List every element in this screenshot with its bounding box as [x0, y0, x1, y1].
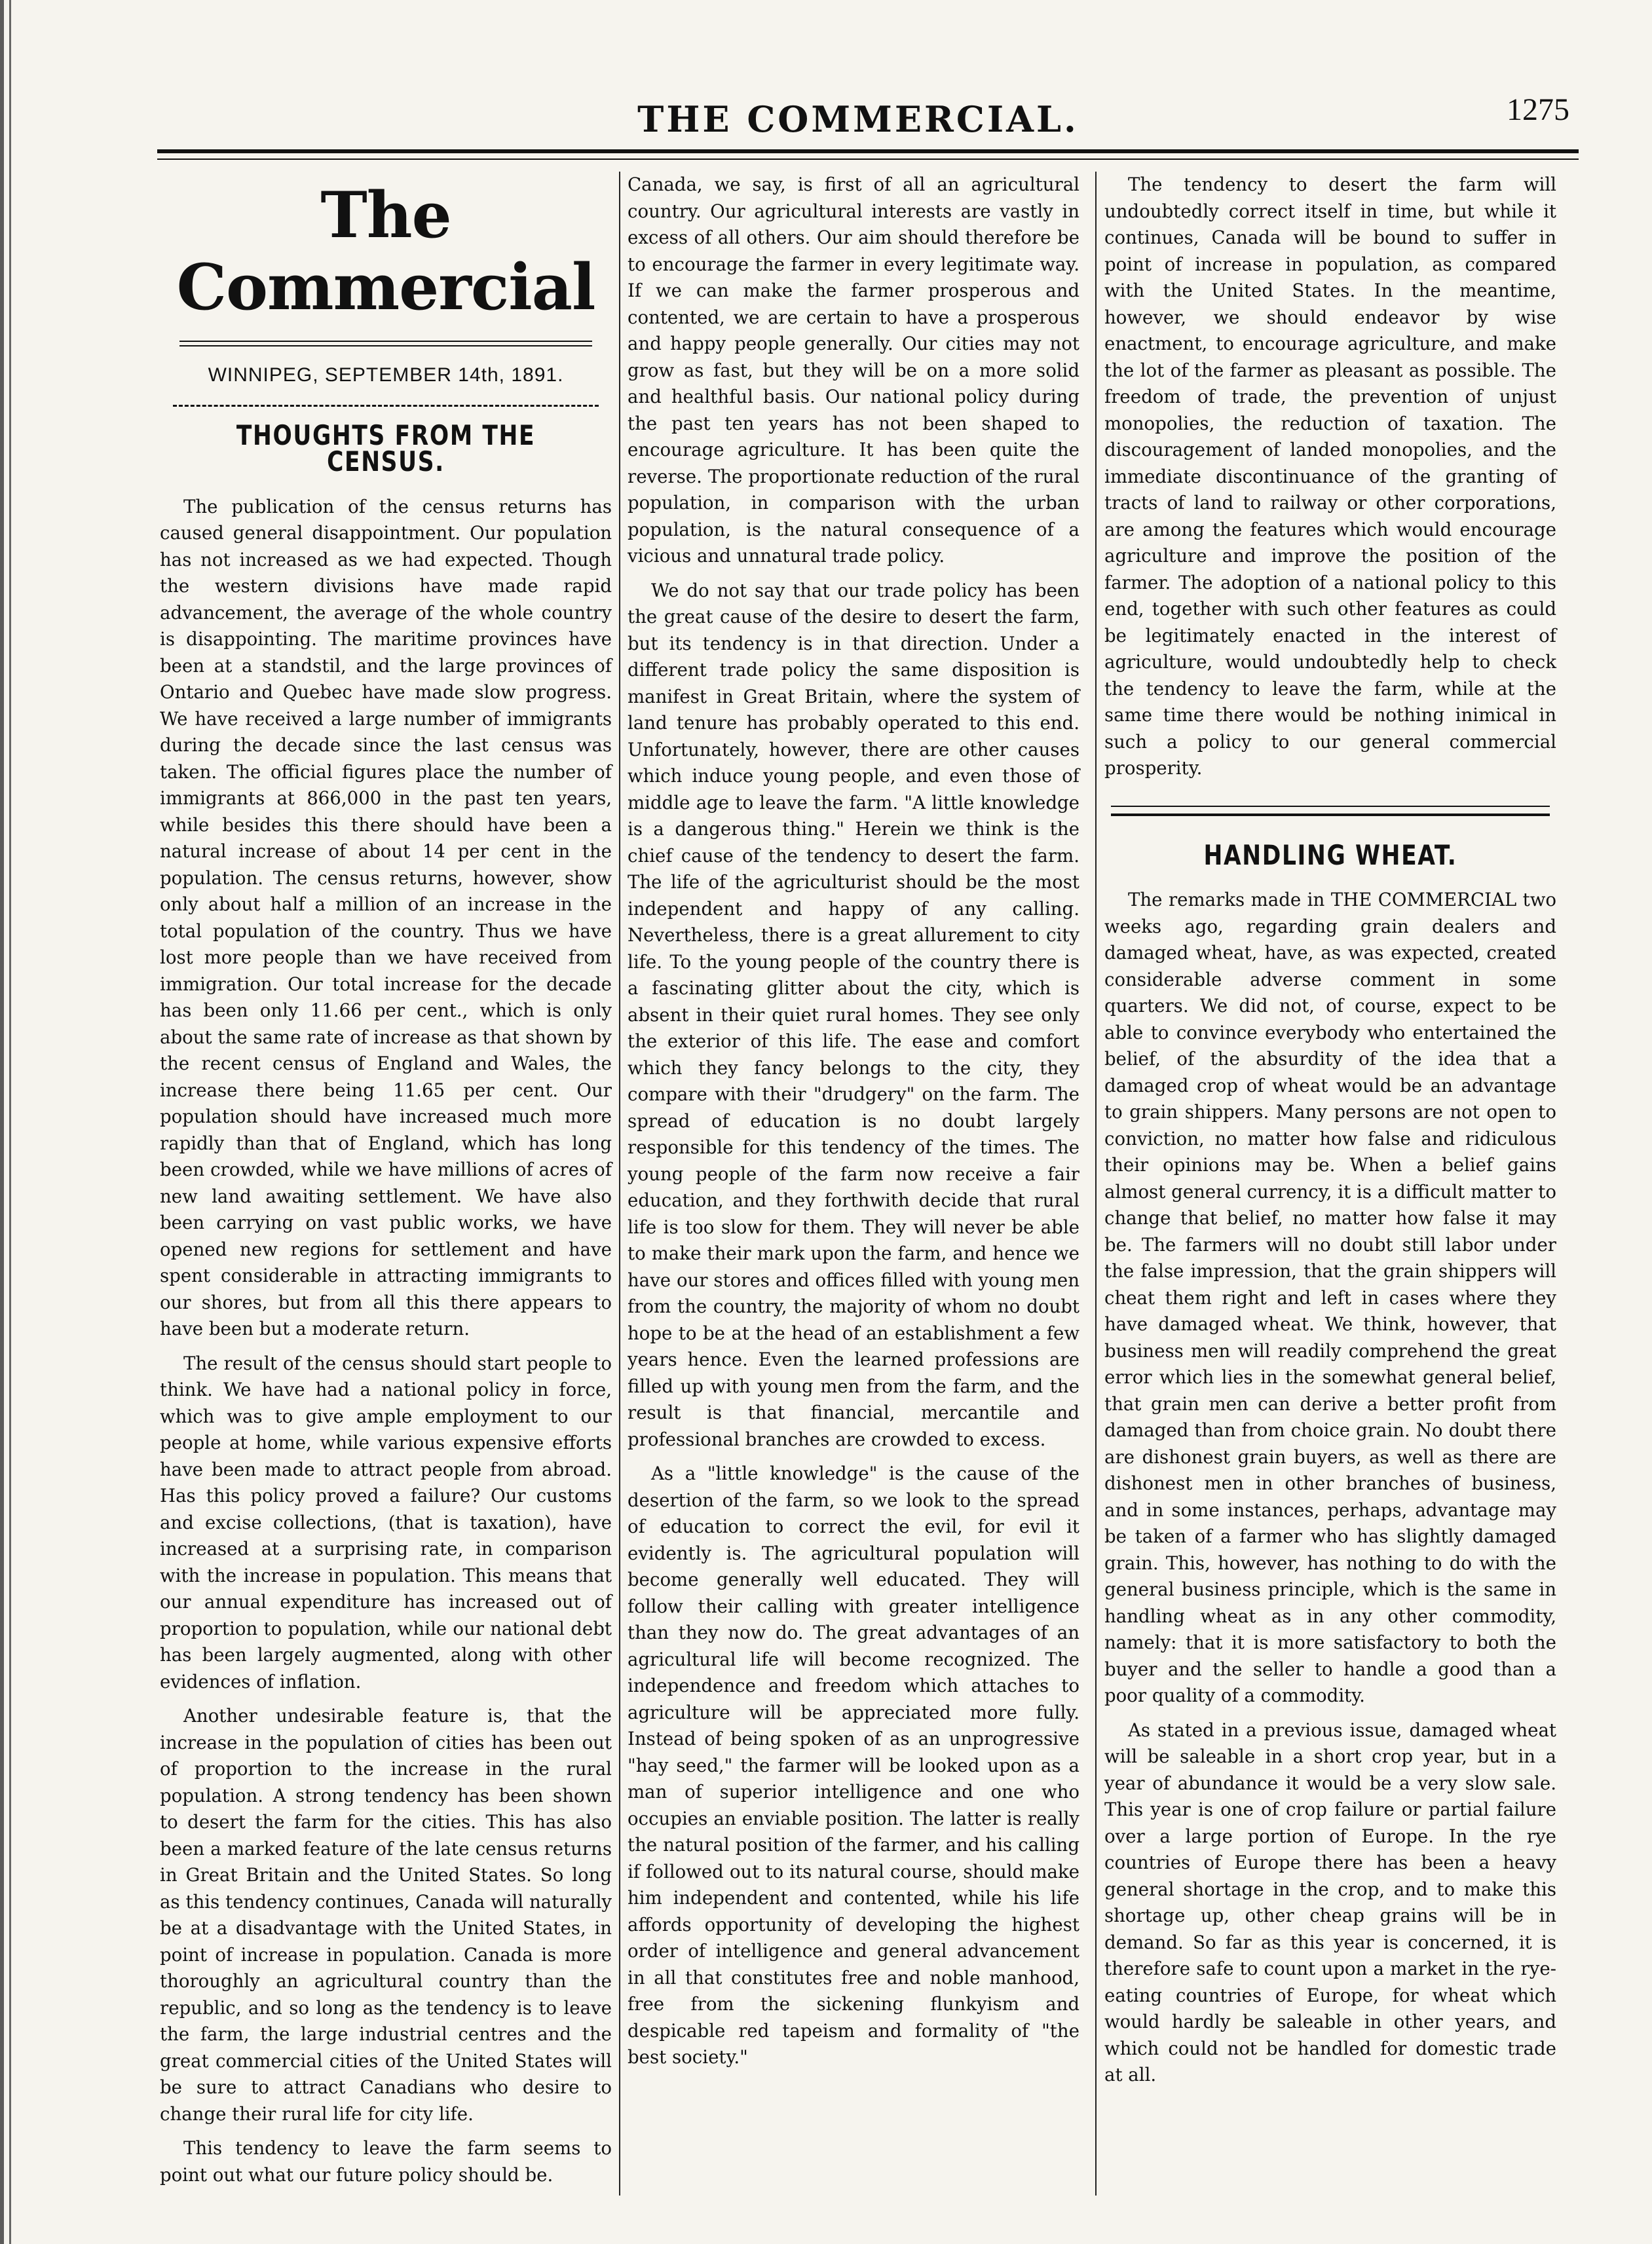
column-3 — [1104, 172, 1556, 2097]
page-number: 1275 — [1507, 92, 1569, 127]
article-paragraph: The remarks made in THE COMMERCIAL two weeks ago, regarding grain dealers and damaged wheat, have, as was expected, created considerable adverse comment in some quarters. We did not, of course, expect to be able to convince everybody who entertained the belief, of the absurdity of the idea that a damaged crop of wheat would be an advantage to grain shippers. Many persons are not open to conviction, no matter how false and ridiculous their opinions may be. When a belief gains almost general currency, it is a difficult matter to change that belief, no matter how false it may be. The farmers will no doubt still labor under the false impression, that the grain shippers will cheat them right and left in cases where they have damaged wheat. We think, however, that business men will readily comprehend the great error which lies in the somewhat general belief, that grain men can derive a better profit from damaged than from choice grain. No doubt there are dishonest grain buyers, as well as there are dishonest men in other branches of business, and in some instances, perhaps, advantage may be taken of a farmer who has slightly damaged grain. This, however, has nothing to do with the general business principle, which is the same in handling wheat as in any other commodity, namely: that it is more satisfactory to both the buyer and the seller to handle a good than a poor quality of a commodity. — [1104, 889, 1556, 1706]
column-divider-1 — [619, 172, 620, 2196]
dateline: WINNIPEG, SEPTEMBER 14th, 1891. — [208, 364, 564, 386]
article-headline-census: THOUGHTS FROM THE CENSUS. — [236, 419, 536, 477]
article-paragraph: As a "little knowledge" is the cause of the desertion of the farm, so we look to the spread of education to correct the evil, for evil it evidently is. The agricultural population will become generally well educated. They will follow their calling with greater intelligence than they now do. The great advantages of an agricultural life will become recognized. The independence and freedom which attaches to agriculture will be appreciated more fully. Instead of being spoken of as an unprogressive "hay seed," the farmer will be looked upon as a man of superior intelligence and one who occupies an enviable position. The latter is really the natural position of the farmer, and his calling if followed out to its natural course, should make him independent and contented, while his life affords opportunity of developing the highest order of intelligence and general advancement in all that constitutes free and noble manhood, free from the sickening flunkyism and despicable red tapeism and formality of "the best society." — [628, 1463, 1079, 2068]
binding-edge — [0, 0, 26, 2244]
article-paragraph: As stated in a previous issue, damaged wheat will be saleable in a short crop year, but in a year of abundance it would be a very slow sale. This year is one of crop failure or partial failure over a large portion of Europe. In the rye countries of Europe there has been a heavy general shortage in the crop, and to make this shortage up, other cheap grains will be in demand. So far as this year is concerned, it is therefore safe to count upon a market in the rye-eating countries of Europe, for wheat which would hardly be saleable in other years, and which could not be handled for domestic trade at all. — [1104, 1719, 1556, 2085]
masthead-rule — [179, 341, 592, 346]
masthead-title: The Commercial — [176, 178, 595, 324]
section-rule — [1111, 806, 1550, 816]
header-rule-thick — [157, 149, 1579, 153]
article-paragraph: We do not say that our trade policy has been the great cause of the desire to desert the farm, but its tendency is in that direction. Under a different trade policy the same disposition is manifest in Great Britain, where the system of land tenure has probably operated to this end. Unfortunately, however, there are other causes which induce young people, and even those of middle age to leave the farm. "A little knowledge is a dangerous thing." Herein we think is the chief cause of the tendency to desert the farm. The life of the agriculturist should be the most independent and happy of any calling. Nevertheless, there is a great allurement to city life. To the young people of the country there is a fascinating glitter about the city, which is absent in their quiet rural homes. They see only the exterior of this life. The ease and comfort which they fancy belongs to the city, they compare with their "drudgery" on the farm. The spread of education is no doubt largely responsible for this tendency of the times. The young people of the farm now receive a fair education, and they forthwith decide that rural life is too slow for them. They will never be able to make their mark upon the farm, and hence we have our stores and offices filled with young men from the country, the majority of whom no doubt hope to be at the head of an establishment a few years hence. Even the learned professions are filled up with young men from the farm, and the result is that financial, mercantile and professional branches are crowded to excess. — [628, 579, 1079, 1450]
article-paragraph: Another undesirable feature is, that the increase in the population of cities has been out of proportion to the increase in the rural population. A strong tendency has been shown to desert the farm for the cities. This has also been a marked feature of the late census returns in Great Britain and the United States. So long as this tendency continues, Canada will naturally be at a disadvantage with the United States, in point of increase in population. Canada is more thoroughly an agricultural country than the republic, and so long as the tendency is to leave the farm, the large industrial centres and the great commercial cities of the United States will be sure to attract Canadians who desire to change their rural life for city life. — [160, 1705, 612, 2125]
header-rule-thin — [157, 159, 1579, 160]
article-paragraph: This tendency to leave the farm seems to point out what our future policy should be. — [160, 2137, 612, 2186]
article-paragraph: The publication of the census returns has caused general disappointment. Our population has not increased as we had expected. Though the western divisions have made rapid advancement, the average of the whole country is disappointing. The maritime provinces have been at a standstil, and the large provinces of Ontario and Quebec have made slow progress. We have received a large number of immigrants during the decade since the last census was taken. The official figures place the number of immigrants at 866,000 in the past ten years, while besides this there should have been a natural increase of about 14 per cent in the population. The census returns, however, show only about half a million of an increase in the total population of the country. Thus we have lost more people than we have received from immigration. Our total increase for the decade has been only 11.66 per cent., which is only about the same rate of increase as that shown by the recent census of England and Wales, the increase there being 11.65 per cent. Our population should have increased much more rapidly than that of England, which has long been crowded, while we have millions of acres of new land awaiting settlement. We have also been carrying on vast public works, we have opened new regions for settlement and have spent considerable in attracting immigrants to our shores, but from all this there appears to have been but a moderate return. — [160, 495, 612, 1339]
article-paragraph: The result of the census should start people to think. We have had a national policy in force, which was to give ample employment to our people at home, while various expensive efforts have been made to attract people from abroad. Has this policy proved a failure? Our customs and excise collections, (that is taxation), have increased at a surprising rate, in comparison with the increase in population. This means that our annual expenditure has increased out of proportion to population, while our national debt has been largely augmented, along with other evidences of inflation. — [160, 1352, 612, 1692]
column-divider-2 — [1095, 172, 1097, 2196]
article-paragraph: The tendency to desert the farm will undoubtedly correct itself in time, but while it continues, Canada will be bound to suffer in point of increase in population, as compared with the United States. In the meantime, however, we should endeavor by wise enactment, to encourage agriculture, and make the lot of the farmer as pleasant as possible. The freedom of trade, the prevention of unjust monopolies, the reduction of taxation. The discouragement of landed monopolies, and the immediate discontinuance of the granting of tracts of land to railway or other corporations, are among the features which would encourage agriculture and improve the position of the farmer. The adoption of a national policy to this end, together with such other features as could be legitimately enacted in the interest of agriculture, would undoubtedly help to check the tendency to leave the farm, while at the same time there would be nothing inimical in such a policy to our general commercial prosperity. — [1104, 174, 1556, 779]
running-title: THE COMMERCIAL. — [637, 98, 1079, 140]
article-paragraph: Canada, we say, is first of all an agricultural country. Our agricultural interests are vastly in excess of all others. Our aim should therefore be to encourage the farmer in every legitimate way. If we can make the farmer prosperous and contented, we are certain to have a prosperous and happy people generally. Our cities may not grow as fast, but they will be on a more solid and healthful basis. Our national policy during the past ten years has not been shaped to encourage agriculture. It has been quite the reverse. The proportionate reduction of the rural population, in comparison with the urban population, is the natural consequence of a vicious and unnatural trade policy. — [628, 174, 1079, 567]
dateline-rule — [173, 405, 599, 407]
article-headline-wheat: HANDLING WHEAT. — [1203, 838, 1457, 871]
column-2 — [628, 172, 1079, 2079]
column-1 — [160, 172, 612, 2196]
